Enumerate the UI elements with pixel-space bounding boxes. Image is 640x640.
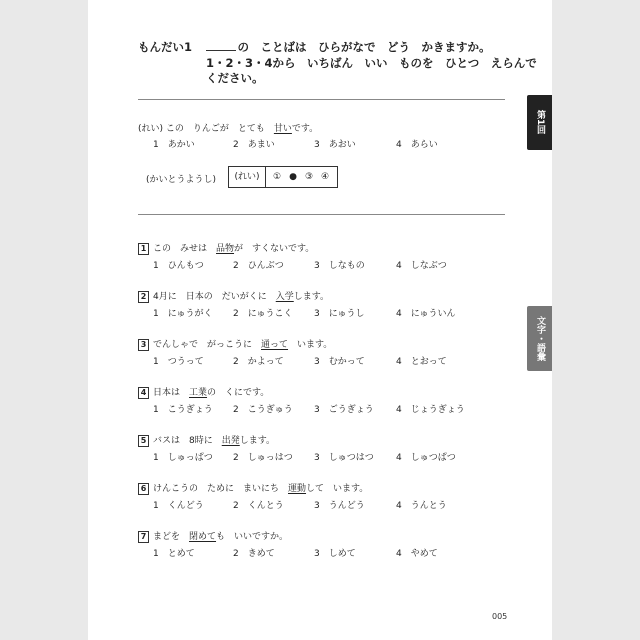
answer-option-3: ③ (304, 172, 314, 182)
blank-underline (206, 40, 236, 51)
question-text (138, 433, 275, 447)
choice-2: 2 にゅうこく (233, 309, 293, 319)
choice-1: 1 しゅっぱつ (153, 453, 213, 463)
question-number: 1 (138, 243, 149, 255)
choice-3: 3 にゅうし (314, 309, 365, 319)
example-choice-3: 3 あおい (314, 140, 356, 150)
chapter-tab: 第1回 (527, 95, 552, 150)
choice-2: 2 こうぎゅう (233, 405, 293, 415)
question-number: 7 (138, 531, 149, 543)
question-target: 閉めて (189, 532, 217, 542)
choice-1: 1 ひんもつ (153, 261, 204, 271)
question-number: 3 (138, 339, 149, 351)
question-text (138, 241, 314, 255)
question-target: 出発 (221, 436, 240, 446)
choice-1: 1 とめて (153, 549, 195, 559)
answer-box-options (269, 167, 333, 187)
question-target: 品物 (216, 244, 235, 254)
question-target: 工業 (189, 388, 208, 398)
question-suffix: して います。 (306, 484, 369, 494)
question-suffix: の くにです。 (207, 388, 270, 398)
instruction-line1: の ことばは ひらがなで どう かきますか。 (237, 40, 491, 54)
question-number: 5 (138, 435, 149, 447)
divider-bottom (138, 214, 505, 215)
question-text (138, 385, 269, 399)
example-prefix: (れい) この りんごが とても (138, 124, 274, 134)
answer-sheet-label: (かいとうようし) (146, 175, 217, 185)
question-suffix: します。 (239, 436, 276, 446)
choice-4: 4 しなぶつ (396, 261, 447, 271)
divider-top (138, 99, 505, 100)
question-prefix: バスは 8時に (153, 436, 222, 446)
choice-1: 1 こうぎょう (153, 405, 213, 415)
choice-3: 3 しゅつはつ (314, 453, 374, 463)
answer-box-label: (れい) (229, 167, 266, 187)
answer-option-1: ① (272, 172, 282, 182)
problem-label: もんだい1 (138, 40, 193, 54)
choice-3: 3 しめて (314, 549, 356, 559)
choice-3: 3 うんどう (314, 501, 365, 511)
question-suffix: します。 (293, 292, 330, 302)
question-target: 運動 (288, 484, 307, 494)
section-tab: 文字・語彙 (527, 306, 552, 371)
instructions (138, 40, 537, 87)
question-text (138, 529, 288, 543)
question-suffix: も いいですか。 (216, 532, 289, 542)
choice-2: 2 くんとう (233, 501, 284, 511)
instruction-line3: ください。 (206, 71, 264, 85)
example-suffix: です。 (291, 124, 319, 134)
question-text (138, 337, 332, 351)
question-text (138, 481, 368, 495)
question-number: 2 (138, 291, 149, 303)
question-prefix: 4月に 日本の だいがくに (153, 292, 276, 302)
page-number: 005 (492, 612, 508, 621)
example-choice-4: 4 あらい (396, 140, 438, 150)
choice-1: 1 つうって (153, 357, 204, 367)
question-prefix: でんしゃで がっこうに (153, 340, 262, 350)
question-prefix: まどを (153, 532, 190, 542)
question-suffix: います。 (288, 340, 333, 350)
question-target: 入学 (275, 292, 294, 302)
choice-4: 4 とおって (396, 357, 447, 367)
example-question (138, 121, 318, 134)
question-prefix: この みせは (153, 244, 217, 254)
question-number: 6 (138, 483, 149, 495)
choice-2: 2 かよって (233, 357, 284, 367)
choice-4: 4 にゅういん (396, 309, 456, 319)
choice-4: 4 うんとう (396, 501, 447, 511)
question-prefix: けんこうの ために まいにち (153, 484, 289, 494)
instruction-line2: 1・2・3・4から いちばん いい ものを ひとつ えらんで (206, 55, 537, 70)
choice-1: 1 くんどう (153, 501, 204, 511)
question-prefix: 日本は (153, 388, 190, 398)
example-target: 甘い (273, 124, 292, 134)
choice-3: 3 ごうぎょう (314, 405, 374, 415)
choice-2: 2 ひんぶつ (233, 261, 284, 271)
choice-2: 2 しゅっはつ (233, 453, 293, 463)
page (88, 0, 552, 640)
question-target: 通って (261, 340, 289, 350)
answer-option-4: ④ (320, 172, 330, 182)
choice-4: 4 じょうぎょう (396, 405, 465, 415)
answer-box (228, 166, 338, 188)
example-choice-2: 2 あまい (233, 140, 275, 150)
question-text (138, 289, 329, 303)
question-suffix: が すくないです。 (234, 244, 315, 254)
question-number: 4 (138, 387, 149, 399)
choice-3: 3 しなもの (314, 261, 365, 271)
choice-1: 1 にゅうがく (153, 309, 213, 319)
choice-4: 4 やめて (396, 549, 438, 559)
choice-3: 3 むかって (314, 357, 365, 367)
answer-option-2-filled: ● (289, 172, 297, 182)
example-choice-1: 1 あかい (153, 140, 195, 150)
choice-2: 2 きめて (233, 549, 275, 559)
choice-4: 4 しゅつぱつ (396, 453, 456, 463)
